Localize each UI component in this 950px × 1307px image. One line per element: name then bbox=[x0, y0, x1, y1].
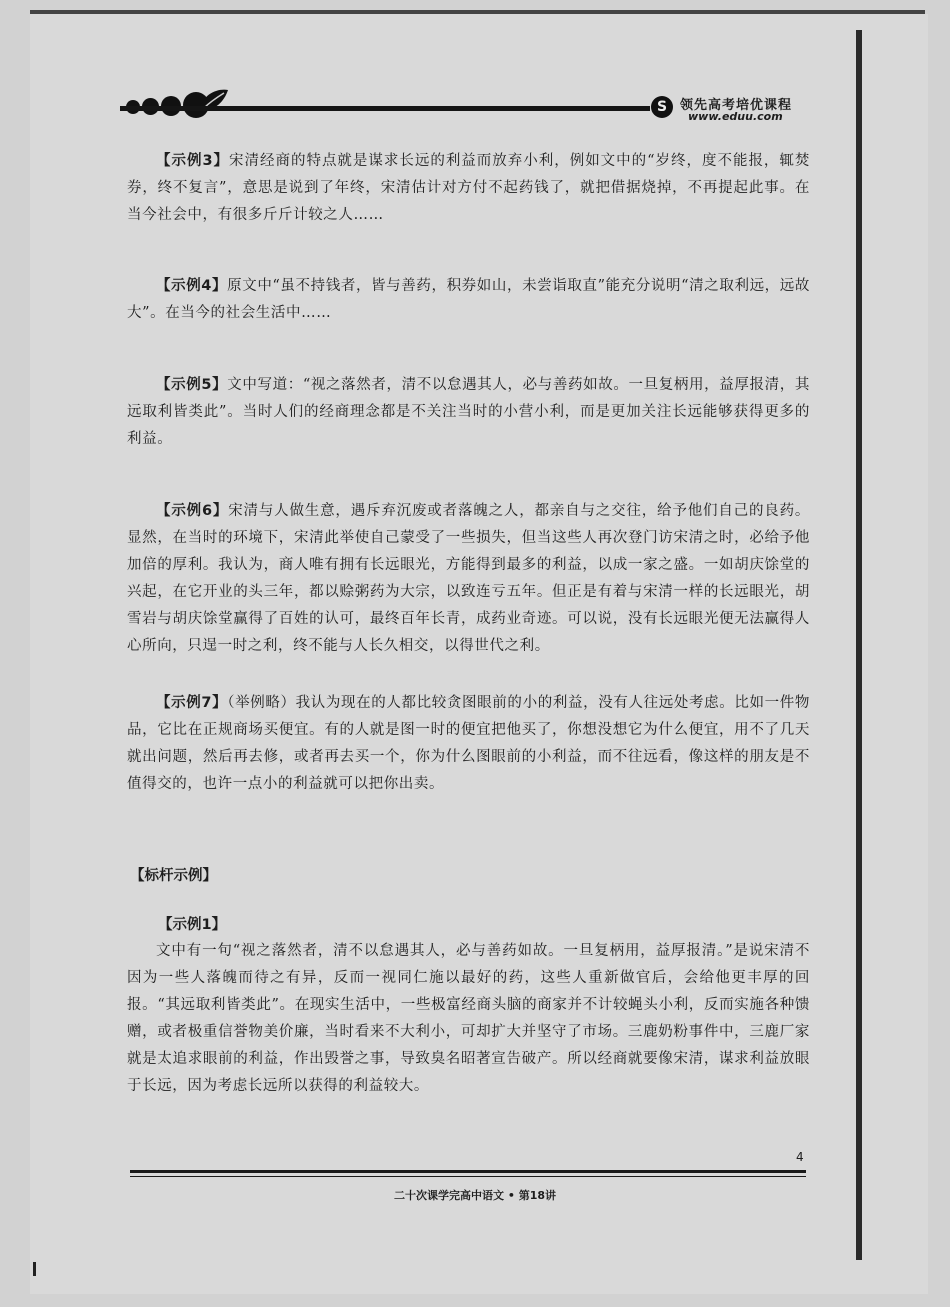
example-paragraph bbox=[127, 498, 810, 660]
scan-mark bbox=[33, 1262, 36, 1276]
example-text: 文中写道：“视之落然者，清不以怠遇其人，必与善药如故。一旦复柄用，益厚报清，其远取利皆类此”。当时人们的经商理念都是不关注当时的小营小利，而是更加关注长远能够获得更多的利益。 bbox=[127, 377, 810, 447]
footer-rule bbox=[130, 1176, 806, 1177]
footer-text: 二十次课学完高中语文 • 第18讲 bbox=[394, 1189, 556, 1202]
scan-binding-edge bbox=[856, 30, 862, 1260]
example-tag: 【示例4】 bbox=[156, 278, 228, 294]
example-text: 原文中“虽不持钱者，皆与善药，积券如山，未尝诣取直”能充分说明“清之取利远，远故大”。在当今的社会生活中…… bbox=[127, 278, 810, 321]
section-heading: 【标杆示例】 bbox=[130, 868, 217, 884]
example-paragraph bbox=[127, 690, 810, 798]
example-tag: 【示例5】 bbox=[156, 377, 228, 393]
example-paragraph bbox=[127, 273, 810, 327]
example-tag: 【示例7】 bbox=[156, 695, 228, 711]
leaf-logo-icon bbox=[196, 84, 232, 120]
brand-name: 领先高考培优课程 bbox=[680, 98, 793, 113]
page-number: 4 bbox=[796, 1150, 804, 1164]
benchmark-paragraph: 文中有一句“视之落然者，清不以怠遇其人，必与善药如故。一旦复柄用，益厚报清。”是说宋清不因为一些人落魄而待之有异，反而一视同仁施以最好的药，这些人重新做官后，会给他更丰厚的回报。“其远取利皆类此”。在现实生活中，一些极富经商头脑的商家并不计较蝇头小利，反而实施各种馈赠，或者极重信誉物美价廉，当时看来不大利小，可却扩大并坚守了市场。三鹿奶粉事件中，三鹿厂家就是太追求眼前的利益，作出毁誉之事，导致臭名昭著宣告破产。所以经商就要像宋清，谋求利益放眼于长远，因为考虑长远所以获得的利益较大。 bbox=[127, 943, 810, 1094]
header-rule bbox=[120, 106, 650, 111]
example-text: （举例略）我认为现在的人都比较贪图眼前的小的利益，没有人往远处考虑。比如一件物品，它比在正规商场买便宜。有的人就是图一时的便宜把他买了，你想没想它为什么便宜，用不了几天就出问题，然后再去修，或者再去买一个，你为什么图眼前的小利益，而不往远看，像这样的朋友是不值得交的，也许一点小的利益就可以把你出卖。 bbox=[127, 695, 810, 792]
example-paragraph bbox=[127, 372, 810, 453]
benchmark-subheading: 【示例1】 bbox=[158, 917, 227, 933]
scan-top-edge bbox=[30, 10, 925, 14]
example-tag: 【示例6】 bbox=[156, 503, 229, 519]
brand-logo-icon: S bbox=[651, 96, 673, 118]
brand-url: www.eduu.com bbox=[688, 110, 783, 123]
example-tag: 【示例3】 bbox=[156, 153, 230, 169]
footer-rule bbox=[130, 1170, 806, 1173]
example-text: 宋清与人做生意，遇斥弃沉废或者落魄之人，都亲自与之交往，给予他们自己的良药。显然，在当时的环境下，宋清此举使自己蒙受了一些损失，但当这些人再次登门访宋清之时，必给予他加倍的厚利。我认为，商人唯有拥有长远眼光，方能得到最多的利益，以成一家之盛。一如胡庆馀堂的兴起，在它开业的头三年，都以赊粥药为大宗，以致连亏五年。但正是有着与宋清一样的长远眼光，胡雪岩与胡庆馀堂赢得了百姓的认可，最终百年长青，成药业奇迹。可以说，没有长远眼光便无法赢得人心所向，只逞一时之利，终不能与人长久相交，以得世代之利。 bbox=[127, 503, 811, 654]
example-paragraph bbox=[127, 148, 810, 229]
example-text: 宋清经商的特点就是谋求长远的利益而放弃小利，例如文中的“岁终，度不能报，辄焚券，终不复言”，意思是说到了年终，宋清估计对方付不起药钱了，就把借据烧掉，不再提起此事。在当今社会中，有很多斤斤计较之人…… bbox=[127, 153, 811, 223]
